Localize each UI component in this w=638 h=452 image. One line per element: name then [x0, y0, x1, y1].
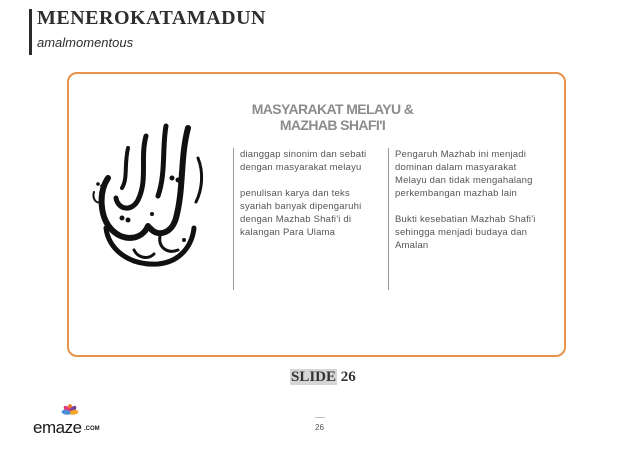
slide-number: 26 — [340, 369, 356, 385]
emaze-logo-suffix: .COM — [84, 426, 100, 432]
page-divider — [315, 417, 325, 418]
header-accent-bar — [29, 9, 32, 55]
page-number: 26 — [315, 423, 324, 432]
right-paragraph-1: Pengaruh Mazhab ini menjadi dominan dalam masyarakat Melayu dan tidak mengahalang perkembangan mazhab lain — [395, 149, 533, 199]
brand-subtitle: amalmomentous — [37, 35, 134, 50]
right-text-column — [388, 148, 538, 290]
left-text-column — [233, 148, 378, 290]
slide-word: SLIDE — [291, 369, 337, 385]
emaze-logo-text[interactable]: emaze — [33, 418, 82, 437]
left-paragraph-2: penulisan karya dan teks syariah banyak dipengaruhi dengan Mazhab Shafi'i di kalangan Para Ulama — [240, 188, 362, 238]
right-paragraph-2: Bukti kesebatian Mazhab Shafi'i sehingga menjadi budaya dan Amalan — [395, 214, 536, 251]
slide-title-line-1: MASYARAKAT MELAYU & — [251, 101, 414, 117]
slide-number-label — [290, 369, 356, 386]
left-paragraph-1: dianggap sinonim dan sebati dengan masyarakat melayu — [240, 149, 367, 173]
brand-title: MENEROKATAMADUN — [37, 7, 266, 29]
slide-title — [245, 101, 420, 133]
arabic-calligraphy-image — [88, 118, 213, 278]
slide-title-line-2: MAZHAB SHAFI'I — [279, 117, 386, 133]
